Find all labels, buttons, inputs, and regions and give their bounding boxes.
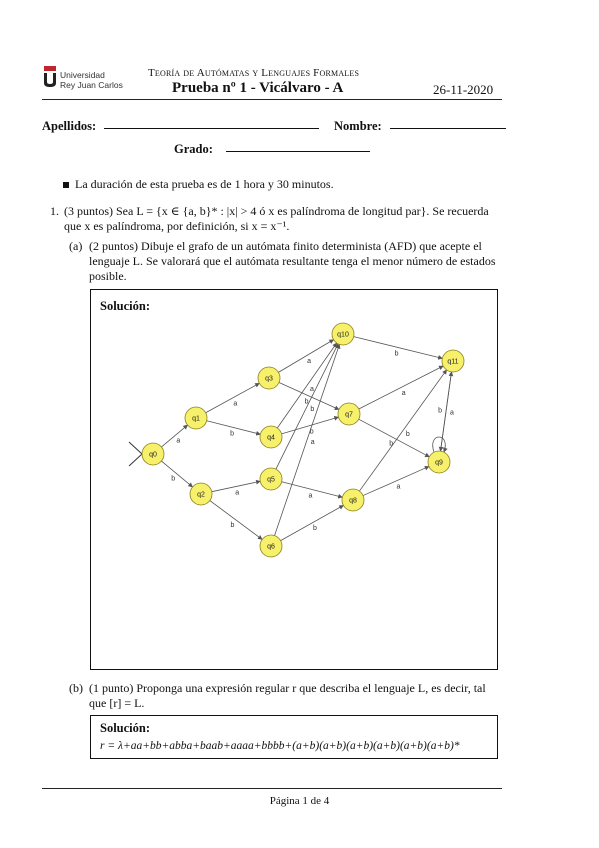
transition-q0-q2 [161,461,192,487]
state-label: q7 [345,411,353,419]
transition-label: b [171,475,176,483]
state-label: q3 [265,375,273,383]
degree-label: Grado: [174,142,213,156]
name-field[interactable] [390,128,506,129]
part-a-label: (a) [69,239,83,253]
state-label: q1 [192,415,200,423]
transition-label: b [230,430,234,438]
transition-label: b [304,398,309,406]
part-b-text: (1 punto) Proponga una expresión regular r que describa el lenguaje L, es decir, tal que [r] = L. [89,681,486,710]
state-label: q4 [267,434,275,442]
state-label: q5 [267,476,275,484]
transition-q0-q1 [161,425,187,447]
transition-q6-q10 [275,344,340,535]
solution-box-b [90,715,498,759]
surname-field[interactable] [104,128,319,129]
transition-label: a [309,385,314,393]
exam-title: Prueba nº 1 - Vicálvaro - A [172,80,344,96]
header-divider [42,99,502,100]
exam-date: 26-11-2020 [433,82,494,97]
state-label: q0 [149,451,157,459]
course-title: Teoría de Autómatas y Lenguajes Formales [148,67,360,79]
university-logo [42,66,132,94]
part-b-label: (b) [69,681,83,695]
duration-note: La duración de esta prueba es de 1 hora y 30 minutos. [75,177,334,191]
transition-label: b [312,525,317,533]
transition-label: a [449,409,454,417]
footer-divider [42,788,502,789]
state-label: q2 [197,491,205,499]
degree-field[interactable] [226,151,370,152]
transition-q7-q9 [359,419,430,457]
question-number: 1. [50,204,59,218]
transition-label: b [405,431,410,439]
regex-solution: r = λ+aa+bb+abba+baab+aaaa+bbbb+(a+b)(a+b)(a+b)(a+b)(a+b)(a+b)* [100,740,460,752]
transition-label: b [438,407,443,415]
transition-q3-q10 [278,340,333,373]
bullet-icon [63,182,69,188]
transition-label: a [307,358,312,366]
state-label: q11 [447,358,459,366]
solution-b-label: Solución: [100,721,151,735]
transition-label: a [233,400,238,408]
page-number: Página 1 de 4 [269,795,330,807]
transition-q7-q11 [359,366,443,409]
state-label: q8 [349,497,357,505]
transition-q8-q11 [359,370,446,491]
transition-label: a [310,438,315,446]
question-intro: (3 puntos) Sea L = {x ∈ {a, b}* : |x| > 4 ó x es palíndroma de longitud par}. Se recuerda que x es palíndroma, por definición, si x = x⁻¹. [64,204,489,233]
transition-q8-q9 [363,466,429,495]
self-loop-q9 [433,437,446,452]
transition-label: a [396,483,401,491]
transition-label: a [308,492,313,500]
transition-label: a [401,389,406,397]
solution-a-label: Solución: [100,299,151,313]
transition-label: a [235,489,240,497]
state-label: q9 [435,459,443,467]
state-label: q10 [337,331,349,339]
surname-label: Apellidos: [42,119,97,133]
transition-label: b [389,440,394,448]
dfa-graph [91,290,497,669]
logo-text-line2: Rey Juan Carlos [60,80,123,90]
transition-label: a [176,437,181,445]
transition-label: b [394,350,399,358]
university-crest-icon [42,66,58,88]
transition-q1-q3 [206,383,260,412]
transition-q6-q8 [281,505,344,540]
transition-label: b [309,428,314,436]
name-label: Nombre: [334,119,382,133]
transition-label: b [230,521,235,529]
logo-text-line1: Universidad [60,70,105,80]
transition-label: b [310,406,315,414]
transition-q2-q6 [210,501,262,540]
state-label: q6 [267,543,275,551]
part-a-text: (2 puntos) Dibuje el grafo de un autómata finito determinista (AFD) que acepte el lenguaje L. Se valorará que el autómata resultante tenga el menor número de estados posible. [89,239,496,283]
start-arrow [129,442,142,466]
solution-box-a [90,289,498,670]
